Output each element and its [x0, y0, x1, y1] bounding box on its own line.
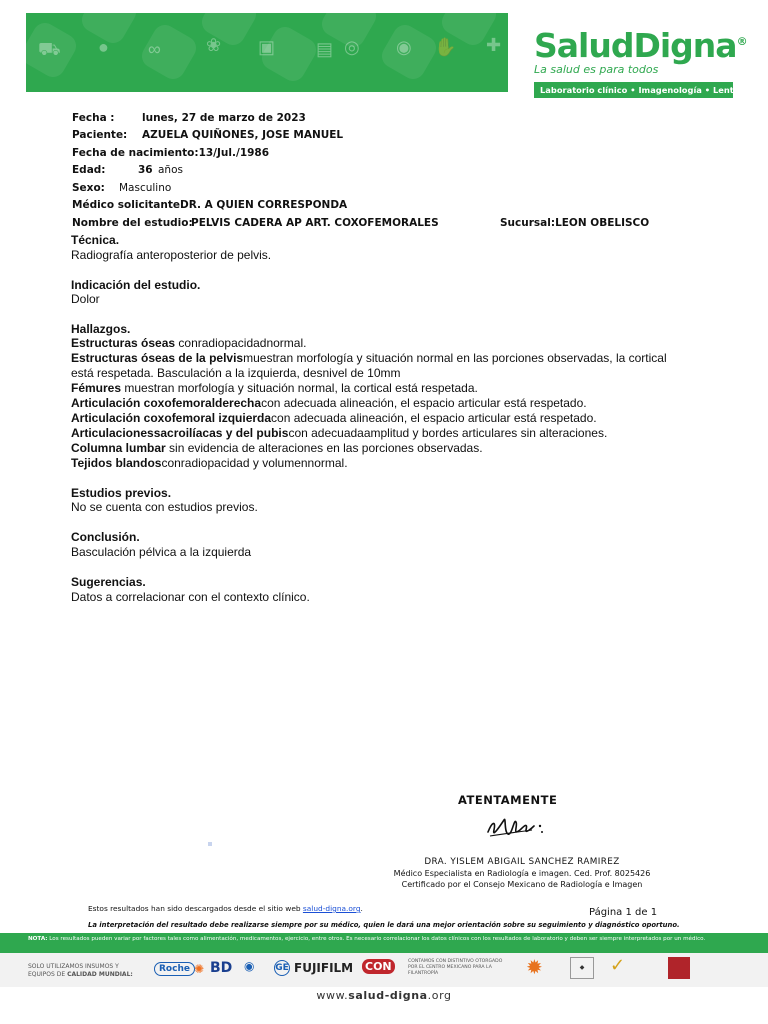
signature-image: [482, 812, 550, 844]
glasses-icon: ∞: [148, 39, 161, 59]
nacimiento-value: 13/Jul./1986: [198, 147, 270, 159]
indicacion-title: Indicación del estudio.: [71, 278, 201, 292]
sucursal-row: [500, 217, 649, 229]
sugerencias-title: Sugerencias.: [71, 575, 146, 589]
hallazgos-title: Hallazgos.: [71, 322, 131, 336]
interpretation-note: La interpretación del resultado debe realizarse siempre por su médico, quien le dará una mejor orientación sobre su seguimiento y diagnóstico oportuno.: [88, 921, 680, 929]
estudio-value: PELVIS CADERA AP ART. COXOFEMORALES: [191, 217, 439, 229]
ribbon-icon: ❀: [206, 35, 222, 55]
indicacion-text: Dolor: [71, 292, 100, 306]
medico-value: DR. A QUIEN CORRESPONDA: [180, 199, 348, 211]
atentamente-label: ATENTAMENTE: [458, 793, 558, 807]
sugerencias-text: Datos a correlacionar con el contexto clínico.: [71, 590, 310, 604]
institution-logo-icon: [668, 957, 690, 979]
finding-item: Fémures muestran morfología y situación normal, la cortical está respetada.: [71, 381, 478, 395]
paciente-row: [72, 129, 344, 141]
fecha-label: Fecha :: [72, 112, 115, 124]
download-note: Estos resultados han sido descargados desde el sitio web salud-digna.org.: [88, 904, 363, 913]
hexagon-decoration: [78, 13, 141, 47]
brand-name: SaludDigna®: [534, 26, 747, 65]
tecnica-title: Técnica.: [71, 233, 120, 247]
essilor-logo-icon: ◉: [244, 959, 255, 973]
previos-title: Estudios previos.: [71, 486, 172, 500]
finding-item: Articulación coxofemoral izquierdacon adecuada alineación, el espacio articular está respetado.: [71, 411, 597, 425]
sexo-row: [72, 182, 172, 194]
estudio-label: Nombre del estudio:: [72, 217, 193, 229]
nacimiento-row: [72, 147, 269, 159]
fecha-value: lunes, 27 de marzo de 2023: [142, 112, 306, 124]
finding-item: Articulación coxofemoralderechacon adecuada alineación, el espacio articular está respetado.: [71, 396, 587, 410]
brand-services: Laboratorio clínico • Imagenología • Lentes: [534, 82, 733, 98]
bd-logo-icon: ✺: [194, 962, 205, 976]
monitor-icon: ▣: [258, 37, 276, 57]
finding-item: Tejidos blandosconradiopacidad y volumennormal.: [71, 456, 348, 470]
findings-list: [71, 336, 671, 471]
website-link[interactable]: salud-digna.org: [302, 904, 361, 913]
scan-artifact: [208, 842, 212, 846]
quality-check-icon: ✓: [610, 955, 626, 976]
fujifilm-logo: FUJIFILM: [294, 961, 354, 975]
finding-item: Estructuras óseas de la pelvismuestran morfología y situación normal en las porciones observadas, la cortical está respetada. Basculación a la izquierda, desnivel de 10mm: [71, 351, 667, 380]
bd-logo: BD: [210, 960, 233, 976]
edad-unit: años: [158, 164, 183, 176]
nacimiento-label: Fecha de nacimiento:: [72, 147, 199, 159]
finding-item: Articulacionessacroilíacas y del pubiscon adecuadaamplitud y bordes articulares sin alteraciones.: [71, 426, 608, 440]
doctor-name: DRA. YISLEM ABIGAIL SANCHEZ RAMIREZ: [424, 857, 620, 867]
nota-bar: NOTA: Los resultados pueden variar por factores tales como alimentación, medicamentos, ejercicio, entre otros. Es necesario correlacionar los datos clínicos con los resultados de laboratorio y deben ser siempre interpretados por un médico.: [0, 933, 768, 953]
header-banner: [26, 13, 508, 92]
edad-row: [72, 164, 183, 176]
doctor-credentials: Médico Especialista en Radiología e imagen. Ced. Prof. 8025426: [393, 869, 651, 878]
estudio-row: [72, 217, 439, 229]
website-url[interactable]: www.salud-digna.org: [316, 989, 452, 1002]
sexo-value: Masculino: [119, 182, 172, 194]
con-logo: CON: [362, 959, 395, 974]
brand-logo: [534, 24, 754, 98]
certification-badge-icon: ◆: [570, 957, 594, 979]
edad-label: Edad:: [72, 164, 106, 176]
conclusion-title: Conclusión.: [71, 530, 140, 544]
ge-logo: GE: [274, 960, 290, 976]
medical-kit-icon: ✚: [486, 35, 502, 55]
insumos-text: SOLO UTILIZAMOS INSUMOS Y EQUIPOS DE CALIDAD MUNDIAL:: [28, 963, 133, 978]
drop-icon: ●: [98, 37, 109, 57]
bed-icon: ▤: [316, 39, 334, 59]
previos-text: No se cuenta con estudios previos.: [71, 500, 258, 514]
brand-tagline: La salud es para todos: [534, 63, 659, 76]
hexagon-decoration: [138, 21, 201, 84]
page-number: Página 1 de 1: [589, 907, 658, 918]
esr-badge-icon: ✹: [526, 955, 543, 979]
paciente-label: Paciente:: [72, 129, 128, 141]
conclusion-text: Basculación pélvica a la izquierda: [71, 545, 252, 559]
sucursal-label: Sucursal:: [500, 217, 556, 229]
sucursal-value: LEON OBELISCO: [555, 217, 650, 229]
edad-value: 36: [138, 164, 153, 176]
medico-label: Médico solicitante:: [72, 199, 185, 211]
paciente-value: AZUELA QUIÑONES, JOSE MANUEL: [142, 129, 344, 141]
target-icon: ◉: [396, 37, 412, 57]
sexo-label: Sexo:: [72, 182, 105, 194]
distintivo-text: CONTAMOS CON DISTINTIVO OTORGADO POR EL CENTRO MEXICANO PARA LA FILANTROPÍA: [408, 959, 503, 976]
medico-row: [72, 199, 348, 211]
fecha-row: [72, 112, 306, 124]
hand-icon: ✋: [434, 37, 457, 57]
tecnica-text: Radiografía anteroposterior de pelvis.: [71, 248, 272, 262]
car-icon: ⛟: [38, 39, 61, 59]
roche-logo: Roche: [154, 962, 195, 976]
finding-item: Columna lumbar sin evidencia de alteraciones en las porciones observadas.: [71, 441, 483, 455]
doctor-certification: Certificado por el Consejo Mexicano de Radiología e Imagen: [401, 880, 643, 889]
finding-item: Estructuras óseas conradiopacidadnormal.: [71, 336, 307, 350]
scanner-icon: ◎: [344, 37, 360, 57]
